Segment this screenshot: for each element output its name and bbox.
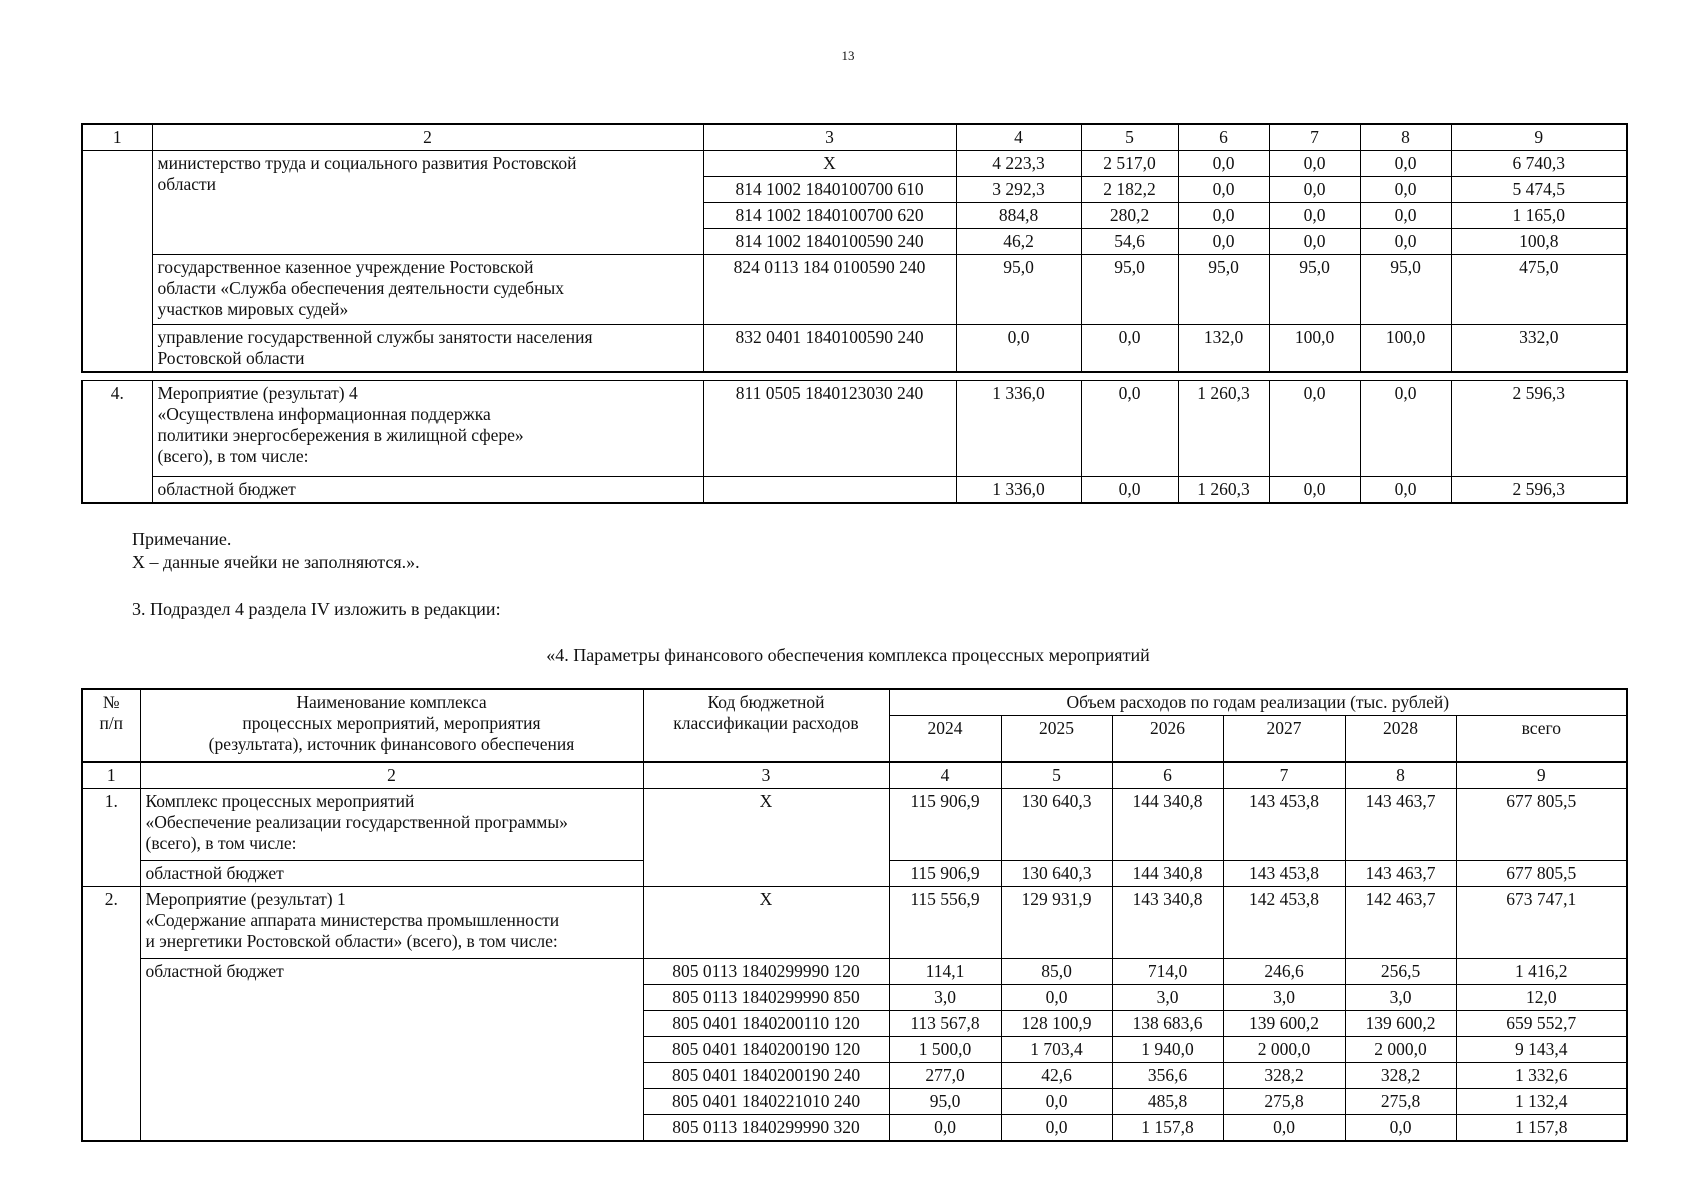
value-cell: 85,0 [1001,958,1112,984]
col-number: 4 [956,124,1081,151]
table-row [82,886,1627,958]
budget-label: областной бюджет [152,477,703,504]
code-cell: X [703,151,956,177]
section-title: «4. Параметры финансового обеспечения комплекса процессных мероприятий [546,645,1150,665]
value-cell: 1 703,4 [1001,1036,1112,1062]
value-cell: 144 340,8 [1112,860,1223,886]
total-cell: 1 416,2 [1456,958,1627,984]
value-cell: 0,0 [1001,1088,1112,1114]
table-row [82,958,1627,984]
total-cell: 677 805,5 [1456,860,1627,886]
year-header: 2024 [889,716,1001,762]
total-cell: 1 165,0 [1451,203,1627,229]
value-cell: 1 336,0 [956,381,1081,477]
value-cell: 100,0 [1360,325,1451,373]
value-cell: 2 000,0 [1345,1036,1456,1062]
total-header: всего [1456,716,1627,762]
row-number: 4. [82,381,152,504]
total-cell: 6 740,3 [1451,151,1627,177]
total-cell: 475,0 [1451,255,1627,325]
col-number: 2 [152,124,703,151]
total-cell: 1 132,4 [1456,1088,1627,1114]
value-cell: 42,6 [1001,1062,1112,1088]
measure-4-table [81,380,1628,504]
column-number-row [82,124,1627,151]
table-row [82,255,1627,325]
col-number: 9 [1451,124,1627,151]
value-cell: 485,8 [1112,1088,1223,1114]
value-cell: 0,0 [1223,1114,1345,1141]
executor-name: управление государственной службы занятости населения Ростовской области [152,325,703,373]
total-cell: 100,8 [1451,229,1627,255]
value-cell: 130 640,3 [1001,788,1112,860]
value-cell: 884,8 [956,203,1081,229]
note-title: Примечание. [132,529,232,549]
col-number: 3 [703,124,956,151]
code-cell: 811 0505 1840123030 240 [703,381,956,477]
value-cell: 113 567,8 [889,1010,1001,1036]
total-cell: 5 474,5 [1451,177,1627,203]
value-cell: 0,0 [1081,477,1178,504]
value-cell: 0,0 [889,1114,1001,1141]
value-cell: 2 182,2 [1081,177,1178,203]
total-cell: 1 332,6 [1456,1062,1627,1088]
value-cell: 115 906,9 [889,860,1001,886]
value-cell: 714,0 [1112,958,1223,984]
value-cell: 1 940,0 [1112,1036,1223,1062]
code-cell: 805 0401 1840200190 120 [643,1036,889,1062]
value-cell: 54,6 [1081,229,1178,255]
value-cell: 3,0 [1223,984,1345,1010]
value-cell: 1 260,3 [1178,381,1269,477]
code-cell: X [643,788,889,886]
value-cell: 256,5 [1345,958,1456,984]
col-volume-header: Объем расходов по годам реализации (тыс. рублей) [889,689,1627,716]
table-row [82,325,1627,373]
value-cell: 0,0 [1178,229,1269,255]
col-number: 7 [1223,762,1345,789]
col-number: 8 [1345,762,1456,789]
col-number: 5 [1001,762,1112,789]
value-cell: 0,0 [1360,381,1451,477]
total-cell: 12,0 [1456,984,1627,1010]
value-cell: 1 260,3 [1178,477,1269,504]
value-cell: 0,0 [1178,203,1269,229]
value-cell: 100,0 [1269,325,1360,373]
value-cell: 3,0 [889,984,1001,1010]
code-cell: 824 0113 184 0100590 240 [703,255,956,325]
total-cell: 673 747,1 [1456,886,1627,958]
value-cell: 275,8 [1345,1088,1456,1114]
value-cell: 143 340,8 [1112,886,1223,958]
value-cell: 139 600,2 [1223,1010,1345,1036]
num-cell [82,151,152,373]
code-cell: 814 1002 1840100700 610 [703,177,956,203]
value-cell: 0,0 [1269,151,1360,177]
value-cell: 115 906,9 [889,788,1001,860]
page-number: 13 [841,48,855,63]
value-cell: 139 600,2 [1345,1010,1456,1036]
code-cell: 814 1002 1840100590 240 [703,229,956,255]
value-cell: 3,0 [1345,984,1456,1010]
code-cell: 805 0113 1840299990 120 [643,958,889,984]
total-cell: 677 805,5 [1456,788,1627,860]
code-cell: 805 0401 1840200110 120 [643,1010,889,1036]
col-num-header: № п/п [82,689,140,762]
value-cell: 128 100,9 [1001,1010,1112,1036]
col-number: 1 [82,762,140,789]
value-cell: 138 683,6 [1112,1010,1223,1036]
value-cell: 0,0 [1269,177,1360,203]
value-cell: 115 556,9 [889,886,1001,958]
value-cell: 144 340,8 [1112,788,1223,860]
row-number: 1. [82,788,140,886]
executor-name: министерство труда и социального развития Ростовской области [152,151,703,255]
financing-table [81,688,1628,1142]
note-text: Х – данные ячейки не заполняются.». [132,552,420,572]
value-cell: 0,0 [1360,229,1451,255]
code-cell: 832 0401 1840100590 240 [703,325,956,373]
value-cell: 0,0 [1178,151,1269,177]
value-cell: 3,0 [1112,984,1223,1010]
value-cell: 143 453,8 [1223,860,1345,886]
value-cell: 130 640,3 [1001,860,1112,886]
value-cell: 95,0 [1081,255,1178,325]
code-cell: 805 0401 1840221010 240 [643,1088,889,1114]
table-row [82,788,1627,860]
budget-label: областной бюджет [140,958,643,1141]
col-number: 4 [889,762,1001,789]
col-number: 1 [82,124,152,151]
code-cell: 814 1002 1840100700 620 [703,203,956,229]
total-cell: 2 596,3 [1451,381,1627,477]
value-cell: 328,2 [1345,1062,1456,1088]
measure-name: Мероприятие (результат) 1 «Содержание аппарата министерства промышленности и энергетики Ростовской области» (всего), в том числе: [140,886,643,958]
value-cell: 95,0 [1269,255,1360,325]
code-cell: 805 0401 1840200190 240 [643,1062,889,1088]
year-header: 2025 [1001,716,1112,762]
value-cell: 3 292,3 [956,177,1081,203]
total-cell: 2 596,3 [1451,477,1627,504]
column-number-row [82,762,1627,789]
code-cell: 805 0113 1840299990 320 [643,1114,889,1141]
value-cell: 2 517,0 [1081,151,1178,177]
continuation-table [81,123,1628,373]
value-cell: 95,0 [1178,255,1269,325]
value-cell: 0,0 [1081,325,1178,373]
year-header: 2026 [1112,716,1223,762]
header-row [82,689,1627,716]
instruction-text: 3. Подраздел 4 раздела IV изложить в редакции: [132,599,501,619]
value-cell: 95,0 [889,1088,1001,1114]
value-cell: 1 157,8 [1112,1114,1223,1141]
value-cell: 2 000,0 [1223,1036,1345,1062]
value-cell: 356,6 [1112,1062,1223,1088]
col-name-header: Наименование комплекса процессных мероприятий, мероприятия (результата), источник финансового обеспечения [140,689,643,762]
row-number: 2. [82,886,140,1141]
value-cell: 129 931,9 [1001,886,1112,958]
value-cell: 0,0 [1345,1114,1456,1141]
value-cell: 4 223,3 [956,151,1081,177]
col-number: 7 [1269,124,1360,151]
budget-label: областной бюджет [140,860,643,886]
value-cell: 280,2 [1081,203,1178,229]
value-cell: 0,0 [1269,381,1360,477]
total-cell: 332,0 [1451,325,1627,373]
value-cell: 0,0 [1081,381,1178,477]
value-cell: 46,2 [956,229,1081,255]
value-cell: 114,1 [889,958,1001,984]
value-cell: 95,0 [1360,255,1451,325]
total-cell: 659 552,7 [1456,1010,1627,1036]
value-cell: 142 463,7 [1345,886,1456,958]
code-cell: X [643,886,889,958]
value-cell: 246,6 [1223,958,1345,984]
value-cell: 0,0 [1360,203,1451,229]
table-row [82,477,1627,504]
value-cell: 328,2 [1223,1062,1345,1088]
col-number: 8 [1360,124,1451,151]
value-cell: 143 463,7 [1345,860,1456,886]
table-row [82,151,1627,177]
table-row [82,381,1627,477]
year-header: 2027 [1223,716,1345,762]
value-cell: 142 453,8 [1223,886,1345,958]
value-cell: 132,0 [1178,325,1269,373]
value-cell: 0,0 [1360,151,1451,177]
col-number: 6 [1178,124,1269,151]
value-cell: 143 463,7 [1345,788,1456,860]
value-cell: 0,0 [1269,203,1360,229]
total-cell: 1 157,8 [1456,1114,1627,1141]
value-cell: 0,0 [1178,177,1269,203]
code-cell [703,477,956,504]
col-number: 5 [1081,124,1178,151]
executor-name: государственное казенное учреждение Ростовской области «Служба обеспечения деятельности судебных участков мировых судей» [152,255,703,325]
value-cell: 0,0 [1001,984,1112,1010]
value-cell: 275,8 [1223,1088,1345,1114]
col-number: 9 [1456,762,1627,789]
code-cell: 805 0113 1840299990 850 [643,984,889,1010]
year-header: 2028 [1345,716,1456,762]
value-cell: 95,0 [956,255,1081,325]
col-number: 3 [643,762,889,789]
value-cell: 0,0 [1360,477,1451,504]
value-cell: 0,0 [1269,477,1360,504]
value-cell: 0,0 [1269,229,1360,255]
measure-name: Мероприятие (результат) 4 «Осуществлена информационная поддержка политики энергосбережения в жилищной сфере» (всего), в том числе: [152,381,703,477]
value-cell: 0,0 [1001,1114,1112,1141]
total-cell: 9 143,4 [1456,1036,1627,1062]
value-cell: 143 453,8 [1223,788,1345,860]
col-number: 2 [140,762,643,789]
value-cell: 0,0 [1360,177,1451,203]
col-number: 6 [1112,762,1223,789]
complex-name: Комплекс процессных мероприятий «Обеспечение реализации государственной программы» (всего), в том числе: [140,788,643,860]
col-code-header: Код бюджетной классификации расходов [643,689,889,762]
value-cell: 277,0 [889,1062,1001,1088]
value-cell: 1 336,0 [956,477,1081,504]
value-cell: 1 500,0 [889,1036,1001,1062]
value-cell: 0,0 [956,325,1081,373]
